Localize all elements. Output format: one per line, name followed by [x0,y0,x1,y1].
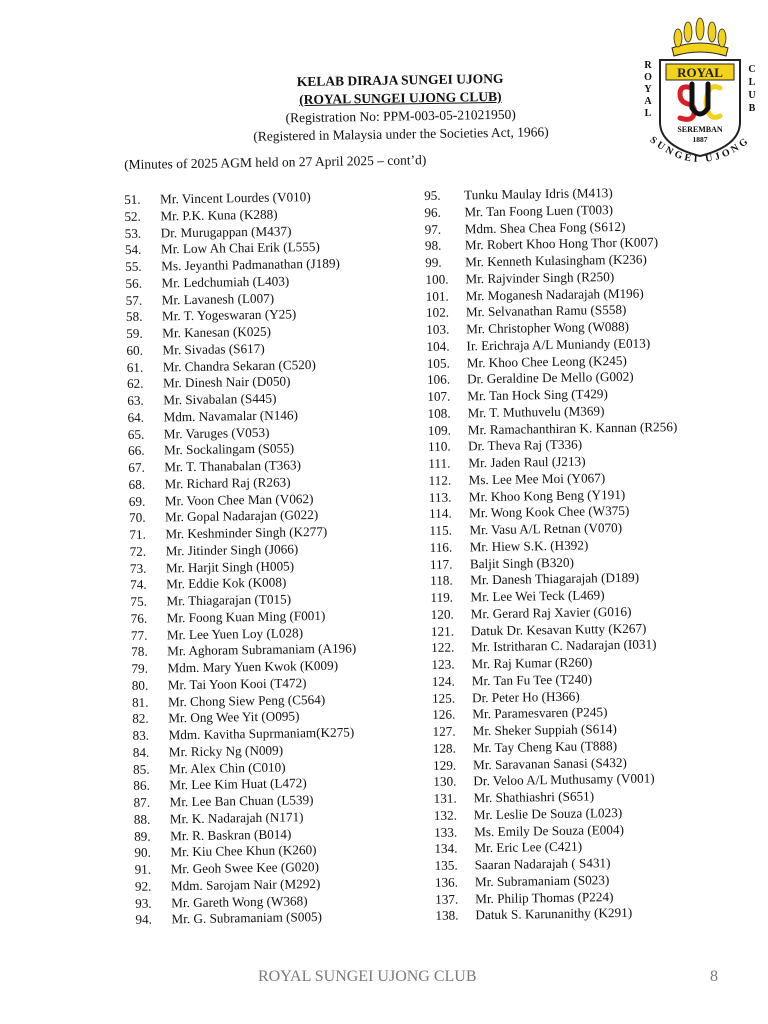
item-number: 125. [431,690,456,706]
item-number: 52. [124,208,141,224]
item-number: 111. [428,455,451,471]
member-name: Mr. Alex Chin (C010) [168,759,286,776]
item-number: 65. [127,426,145,442]
crest-right-letter: L [748,77,756,88]
member-name: Mr. T. Muthuvelu (M369) [467,402,605,421]
member-name: Datuk S. Karunanithy (K291) [475,905,633,923]
item-number: 136. [434,874,459,890]
list-item [135,909,360,929]
member-name: Mr. Gerard Raj Xavier (G016) [470,603,632,622]
crest-right-letter: B [748,103,756,114]
item-number: 83. [132,727,150,743]
item-number: 92. [134,878,152,894]
member-name: Mr. Dinesh Nair (D050) [162,373,291,391]
item-number: 105. [426,355,450,371]
member-name: Mr. Shathiashri (S651) [473,788,595,806]
item-number: 86. [133,777,150,794]
member-name: Ir. Erichraja A/L Muniandy (E013) [466,335,651,354]
item-number: 84. [132,744,150,760]
item-number: 108. [427,405,451,421]
member-name: Datuk Dr. Kesavan Kutty (K267) [470,620,647,638]
item-number: 102. [425,304,450,321]
item-number: 114. [428,505,452,522]
item-number: 106. [426,371,451,388]
member-name: Mr. Eric Lee (C421) [474,838,583,856]
member-name: Mr. Tai Yoon Kooi (T472) [167,674,307,693]
member-name: Mr. Lee Ban Chuan (L539) [169,792,314,810]
item-number: 133. [433,824,458,840]
member-name: Mr. Eddie Kok (K008) [166,574,287,592]
item-number: 97. [424,221,442,237]
member-list-left [124,188,361,928]
crest-left-letter: A [644,96,652,107]
crest-left-letter: Y [644,84,652,95]
item-number: 90. [134,844,151,861]
member-name: Dr. Theva Raj (T336) [467,436,583,454]
member-name: Mr. Raj Kumar (R260) [471,654,593,672]
item-number: 51. [124,191,141,207]
member-name: Mr. Kanesan (K025) [162,323,272,341]
member-name: Mr. Foong Kuan Ming (F001) [166,607,326,626]
item-number: 57. [125,292,143,308]
item-number: 73. [129,560,147,576]
item-number: 60. [126,342,144,358]
item-number: 80. [131,677,149,693]
member-name: Mr. Jaden Raul (J213) [468,453,586,471]
member-name: Mr. Istritharan C. Nadarajan (I031) [471,636,657,655]
item-number: 87. [133,794,151,810]
crest-year: 1887 [692,135,708,144]
member-name: Ms. Emily De Souza (E004) [473,821,625,839]
item-number: 69. [128,493,146,509]
item-number: 59. [126,325,143,341]
item-number: 89. [133,828,151,844]
member-name: Mr. Chong Siew Peng (C564) [167,691,326,709]
member-name: Mr. Tan Hock Sing (T429) [467,386,608,404]
list-item [132,724,357,744]
club-crest-logo [636,8,764,176]
item-number: 98. [424,237,442,254]
member-name: Mr. Vasu A/L Retnan (V070) [469,519,623,538]
item-number: 124. [431,673,455,689]
item-number: 129. [432,757,457,773]
member-name: Mr. Kiu Chee Khun (K260) [170,842,317,860]
item-number: 127. [432,723,456,739]
member-name: Mr. Saravanan Sanasi (S432) [472,754,627,772]
item-number: 132. [433,807,458,823]
item-number: 95. [424,187,441,203]
member-name: Baljit Singh (B320) [469,554,575,571]
item-number: 63. [127,392,144,408]
item-number: 122. [431,639,455,656]
member-name: Mr. Tan Fu Tee (T240) [471,671,593,689]
member-name: Mr. Sivadas (S617) [162,340,265,358]
crest-right-letter: U [748,90,756,101]
member-name: Mr. Vincent Lourdes (V010) [159,189,311,207]
item-number: 54. [124,241,142,258]
member-name: Mr. Sheker Suppiah (S614) [472,721,617,739]
member-name: Mr. T. Thanabalan (T363) [164,457,302,475]
item-number: 112. [428,472,452,488]
item-number: 123. [431,656,455,672]
member-name: Mr. Leslie De Souza (L023) [473,804,623,823]
item-number: 101. [425,288,449,304]
item-number: 117. [429,556,453,572]
member-name: Mr. Gopal Nadarajan (G022) [164,507,319,525]
member-name: Mr. Paramesvaren (P245) [472,704,608,722]
member-name: Mr. T. Yogeswaran (Y25) [161,306,297,324]
item-number: 91. [134,861,152,877]
item-number: 56. [125,275,143,291]
crest-banner: ROYAL [677,65,723,80]
item-number: 75. [130,593,148,609]
list-item [131,657,356,677]
member-name: Mr. Ramachanthiran K. Kannan (R256) [467,418,678,437]
member-name: Mr. Tay Cheng Kau (T888) [472,737,618,756]
member-name: Saaran Nadarajah ( S431) [474,855,611,873]
member-name: Mr. Wong Kook Chee (W375) [468,503,630,521]
item-number: 68. [128,476,146,492]
item-number: 100. [425,271,449,287]
member-name: Mr. Voon Chee Man (V062) [164,490,314,508]
list-item [129,523,354,543]
document-header [240,69,561,146]
item-number: 88. [133,811,151,827]
member-name: Mr. Khoo Kong Beng (Y191) [468,486,626,504]
item-number: 138. [435,907,459,924]
footer-club-name: ROYAL SUNGEI UJONG CLUB [258,968,477,985]
member-name: Mr. P.K. Kuna (K288) [160,206,278,224]
member-name: Mdm. Shea Chea Fong (S612) [464,218,626,236]
list-item [131,607,356,627]
item-number: 131. [433,790,457,806]
item-number: 135. [434,857,458,873]
member-name: Mr. Richard Raj (R263) [164,474,291,492]
item-number: 61. [126,359,144,375]
member-name: Mr. R. Baskran (B014) [169,825,292,843]
member-name: Dr. Murugappan (M437) [160,222,292,240]
item-number: 107. [427,388,451,404]
crest-left-letter: O [644,72,652,83]
member-name: Tunku Maulay Idris (M413) [463,185,613,203]
item-number: 85. [132,761,150,777]
member-name: Mdm. Mary Yuen Kwok (K009) [167,657,339,676]
item-number: 103. [426,321,450,337]
item-number: 55. [125,258,142,274]
item-number: 53. [124,225,142,241]
member-name: Dr. Veloo A/L Muthusamy (V001) [473,770,655,789]
member-name: Mr. Selvanathan Ramu (S558) [465,302,627,320]
member-name: Mr. Hiew S.K. (H392) [469,537,589,555]
member-name: Mr. Keshminder Singh (K277) [165,523,328,542]
member-name: Mr. Sockalingam (S055) [163,440,295,458]
item-number: 116. [429,539,453,555]
member-name: Mr. Kenneth Kulasingham (K236) [465,251,647,270]
item-number: 110. [427,438,451,455]
member-name: Mr. Geoh Swee Kee (G020) [170,859,320,877]
member-name: Mr. Danesh Thiagarajah (D189) [470,569,640,588]
item-number: 58. [125,308,143,325]
member-name: Mr. Harjit Singh (H005) [165,557,295,575]
minutes-subtitle: (Minutes of 2025 AGM held on 27 April 2025 – cont’d) [124,152,427,172]
crest-left-letter: L [644,108,652,119]
page-number: 8 [710,968,718,985]
item-number: 70. [128,509,146,526]
member-name: Mr. Tan Foong Luen (T003) [464,201,614,220]
item-number: 137. [435,891,459,907]
registration-number: (Registration No: PPM-003-05-21021950) [285,106,516,126]
item-number: 81. [131,694,149,710]
crown-icon [672,18,728,56]
member-name: Dr. Peter Ho (H366) [471,688,580,705]
member-name: Mr. Ledchumiah (L403) [161,273,290,291]
item-number: 118. [430,572,453,589]
member-name: Mr. Thiagarajan (T015) [166,591,292,609]
item-number: 82. [132,710,149,727]
club-name-english: (ROYAL SUNGEI UJONG CLUB) [299,88,502,108]
item-number: 99. [425,254,442,270]
member-name: Mr. Rajvinder Singh (R250) [465,268,615,287]
item-number: 134. [434,840,458,857]
member-name: Mr. Lee Kim Huat (L472) [169,775,307,793]
item-number: 66. [127,442,145,459]
member-name: Mr. Robert Khoo Hong Thor (K007) [464,234,659,253]
item-number: 109. [427,422,451,438]
member-name: Mr. Low Ah Chai Erik (L555) [160,239,320,257]
member-name: Mr. Gareth Wong (W368) [171,892,308,910]
member-name: Mr. Subramaniam (S023) [474,871,610,890]
member-name: Mr. Christopher Wong (W088) [466,318,630,337]
member-name: Mr. Lee Yuen Loy (L028) [166,624,304,642]
crest-city: SEREMBAN [677,125,723,134]
member-name: Mr. Aghoram Subramaniam (A196) [167,640,357,659]
item-number: 64. [127,409,145,425]
item-number: 74. [130,576,147,593]
item-number: 62. [126,375,144,392]
member-name: Mr. Jitinder Singh (J066) [165,541,299,559]
member-name: Mr. Philip Thomas (P224) [475,888,614,906]
item-number: 79. [131,660,149,676]
item-number: 93. [135,895,152,911]
item-number: 113. [428,489,452,505]
item-number: 120. [430,606,454,622]
member-name: Mr. Sivabalan (S445) [163,390,277,408]
item-number: 128. [432,740,456,756]
member-name: Mr. Khoo Chee Leong (K245) [466,352,627,370]
member-name: Mr. Ong Wee Yit (O095) [168,708,300,726]
registration-act: (Registered in Malaysia under the Societies Act, 1966) [253,124,549,144]
item-number: 115. [429,522,453,538]
list-item [435,904,685,925]
member-name: Mr. G. Subramaniam (S005) [171,909,323,927]
item-number: 121. [430,623,455,639]
member-name: Mr. Chandra Sekaran (C520) [162,356,316,374]
member-name: Mdm. Sarojam Nair (M292) [170,875,321,894]
member-name: Mr. Lee Wei Teck (L469) [470,587,605,605]
item-number: 130. [433,773,457,790]
member-list-right [424,184,685,925]
item-number: 94. [135,911,153,928]
member-name: Ms. Lee Mee Moi (Y067) [468,469,606,488]
item-number: 104. [426,338,450,354]
item-number: 78. [131,643,148,660]
item-number: 71. [129,526,146,542]
crest-right-letter: C [748,64,756,75]
item-number: 77. [130,627,148,643]
list-item [125,255,350,275]
crest-left-letter: R [644,60,652,71]
item-number: 119. [430,589,454,605]
member-name: Mr. K. Nadarajah (N171) [169,809,304,827]
member-name: Mr. Lavanesh (L007) [161,290,275,307]
item-number: 72. [129,543,147,559]
item-number: 96. [424,204,441,220]
member-name: Ms. Jeyanthi Padmanathan (J189) [161,255,340,274]
member-name: Mr. Ricky Ng (N009) [168,742,284,760]
crest-arc-text: SUNGEI UJONG [647,134,753,166]
member-name: Mdm. Navamalar (N146) [163,407,299,425]
item-number: 126. [432,706,456,723]
club-name-malay: KELAB DIRAJA SUNGEI UJONG [296,70,504,90]
member-name: Mr. Moganesh Nadarajah (M196) [465,285,644,303]
member-name: Mr. Varuges (V053) [163,424,270,441]
member-name: Dr. Geraldine De Mello (G002) [466,368,634,387]
item-number: 76. [130,610,148,626]
item-number: 67. [128,459,145,475]
member-name: Mdm. Kavitha Suprmaniam(K275) [168,724,355,743]
